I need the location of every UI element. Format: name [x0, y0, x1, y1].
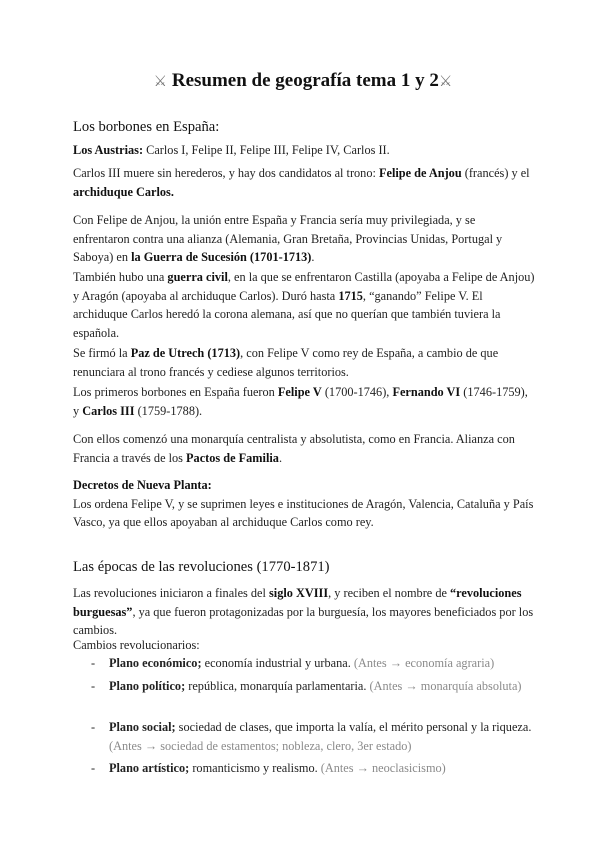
item-note: (Antes → monarquía absoluta) — [366, 679, 522, 693]
paragraph-revoluciones-intro — [73, 584, 535, 640]
item-label: Plano político; — [109, 679, 186, 693]
crossed-swords-icon: ⚔ — [438, 74, 453, 91]
paragraph-primeros-borbones — [73, 383, 535, 420]
bold-run: “revoluciones burguesas” — [73, 586, 522, 619]
section-heading-revoluciones: Las épocas de las revoluciones (1770-1871) — [73, 559, 330, 575]
austrias-label: Los Austrias: — [73, 143, 144, 157]
item-text: sociedad de clases, que importa la valía, el mérito personal y la riqueza. — [175, 720, 532, 734]
text-run: También hubo una — [73, 270, 168, 284]
bold-run: 1715 — [338, 288, 363, 303]
decretos-label: Decretos de Nueva Planta: — [73, 478, 212, 492]
text-run: (francés) y el — [461, 166, 530, 180]
bold-run: la Guerra de Sucesión (1701-1713) — [131, 250, 312, 264]
text-run: Carlos III muere sin herederos, y hay dos candidatos al trono: — [73, 166, 379, 180]
text-run: , “ganando” Felipe V. El archiduque Carlos heredó la corona alemana, así que no querían que también tuviera la española. — [73, 288, 501, 340]
decretos-text: Los ordena Felipe V, y se suprimen leyes e instituciones de Aragón, Valencia, Cataluña y País Vasco, ya que ellos apoyaban al archiduque Carlos como rey. — [73, 496, 534, 529]
text-run: Con ellos comenzó una monarquía centralista y absolutista, como en Francia. Alianza con Francia a través de los — [73, 432, 515, 465]
text-run: , ya que fueron protagonizadas por la burguesía, los mayores beneficiados por los cambios. — [73, 604, 534, 637]
austrias-text: Carlos I, Felipe II, Felipe III, Felipe IV, Carlos II. — [143, 143, 390, 157]
text-run: Los primeros borbones en España fueron — [73, 385, 278, 399]
page-title-text: Resumen de geografía tema 1 y 2 — [171, 70, 439, 91]
section-heading-borbones: Los borbones en España: — [73, 119, 220, 135]
bold-run: Felipe de Anjou — [378, 166, 462, 180]
text-run: Se firmó la — [73, 346, 131, 360]
cambios-label: Cambios revolucionarios: — [73, 638, 200, 652]
item-label: Plano económico; — [109, 656, 202, 670]
item-label: Plano social; — [109, 720, 176, 734]
bold-run: Fernando VI — [392, 385, 461, 399]
paragraph-guerra-civil — [73, 268, 535, 342]
text-run: , y reciben el nombre de — [328, 586, 451, 600]
paragraph-alianza — [73, 211, 535, 267]
text-run: (1746-1759), y — [73, 385, 528, 418]
text-run: (1759-1788). — [134, 403, 203, 418]
paragraph-paz-utrech — [73, 344, 535, 381]
text-run: , en la que se enfrentaron Castilla (apoyaba a Felipe de Anjou) y Aragón (apoyaba al archiduque Carlos). Duró hasta — [73, 270, 535, 303]
text-run: , con Felipe V como rey de España, a cambio de que renunciara al trono francés y cediese algunos territorios. — [73, 346, 499, 379]
item-text: romanticismo y realismo. — [189, 761, 318, 775]
list-dash: - — [91, 720, 96, 734]
bold-run: Felipe V — [277, 385, 322, 399]
text-run: Las revoluciones iniciaron a finales del — [73, 586, 269, 600]
bold-run: Pactos de Familia — [186, 450, 279, 465]
bold-run: siglo XVIII — [269, 586, 329, 600]
item-note: (Antes → sociedad de estamentos; nobleza, clero, 3er estado) — [109, 738, 412, 753]
bold-run: guerra civil — [167, 270, 228, 284]
bold-run: Paz de Utrech (1713) — [130, 346, 241, 360]
item-label: Plano artístico; — [109, 761, 190, 775]
item-text: economía industrial y urbana. — [201, 656, 351, 670]
list-dash: - — [91, 679, 96, 693]
paragraph-austrias — [73, 141, 535, 160]
item-text: república, monarquía parlamentaria. — [185, 679, 367, 693]
crossed-swords-icon: ⚔ — [153, 74, 168, 91]
item-note: (Antes → economía agraria) — [350, 656, 495, 670]
text-run: (1700-1746), — [321, 385, 393, 399]
list-dash: - — [91, 761, 96, 775]
bold-run: archiduque Carlos. — [73, 184, 174, 199]
paragraph-candidatos — [73, 164, 535, 201]
list-dash: - — [91, 656, 96, 670]
page-title — [73, 70, 533, 92]
text-run: . — [311, 250, 315, 264]
text-run: Con Felipe de Anjou, la unión entre España y Francia sería muy privilegiada, y se enfrentaron contra una alianza (Alemania, Gran Bretaña, Provincias Unidas, Portugal y Saboya) en — [73, 213, 503, 264]
bold-run: Carlos III — [82, 403, 135, 418]
paragraph-decretos — [73, 476, 535, 532]
paragraph-monarquia — [73, 430, 535, 467]
item-note: (Antes → neoclasicismo) — [317, 761, 446, 775]
text-run: . — [278, 450, 283, 465]
